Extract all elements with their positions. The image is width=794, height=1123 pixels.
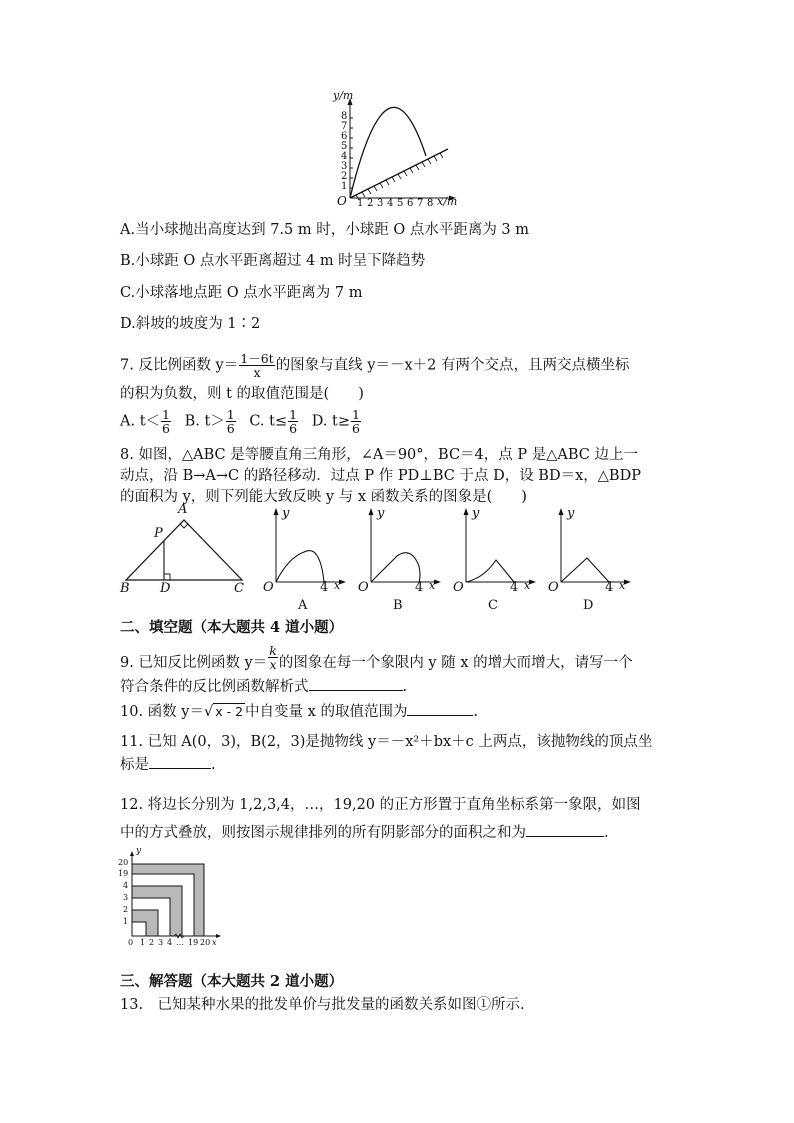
q12-line2 (120, 822, 609, 843)
q7-option-b (185, 408, 237, 435)
q8-line3: 的面积为 y，则下列能大致反映 y 与 x 函数关系的图象是( ) (120, 489, 527, 505)
y-tick: 1 (341, 181, 348, 192)
fig-squares (114, 846, 224, 954)
graph-origin: O (358, 580, 369, 595)
q10-pre: 10. 函数 y＝ (120, 704, 204, 720)
x-tick: 3 (158, 938, 164, 947)
q7-option-c (249, 408, 299, 435)
frac-num: 1 (162, 407, 170, 422)
answer-blank[interactable] (407, 701, 473, 716)
graph-four: 4 (605, 580, 614, 595)
frac-num: 1 (226, 407, 235, 422)
label-b: B (120, 581, 130, 596)
q9-fraction (268, 644, 278, 671)
x-tick: 0 (128, 938, 134, 947)
q9-pre: 9. 已知反比例函数 y＝ (120, 655, 268, 671)
x-tick: 6 (407, 198, 414, 209)
q7-frac-num: 1－6t (240, 351, 274, 366)
q6-option-a: A.当小球抛出高度达到 7.5 m 时，小球距 O 点水平距离为 3 m (120, 222, 530, 238)
y-tick: 6 (341, 131, 348, 142)
section-2-heading: 二、填空题（本大题共 4 道小题） (120, 619, 344, 636)
y-tick: 19 (118, 869, 129, 878)
x-tick: 4 (387, 198, 394, 209)
x-tick: … (176, 938, 184, 947)
q12-line1: 12. 将边长分别为 1,2,3,4，…，19,20 的正方形置于直角坐标系第一象限，如图 (120, 797, 641, 813)
graph-option-c (448, 506, 538, 616)
q8-line2: 动点，沿 B→A→C 的路径移动．过点 P 作 PD⊥BC 于点 D，设 BD＝x，△BDP (120, 468, 641, 484)
q7-option-label: B. t＞ (184, 413, 225, 430)
y-tick: 5 (341, 141, 348, 152)
y-tick: 20 (118, 858, 129, 867)
y-tick: 4 (123, 881, 129, 890)
answer-blank[interactable] (149, 754, 211, 769)
q7-option-a (120, 408, 172, 435)
fig-triangle (118, 504, 248, 596)
graph-x-label: x (524, 579, 531, 592)
y-tick: 2 (123, 905, 129, 914)
q10-sqrt: x - 2 (215, 704, 244, 719)
graph-y-label: y (377, 506, 385, 521)
x-tick: 7 (417, 198, 424, 209)
label-d: D (160, 581, 171, 596)
y-tick: 3 (123, 893, 129, 902)
y-label: y (136, 846, 142, 856)
graph-origin: O (453, 580, 464, 595)
fig-projectile (328, 89, 458, 216)
q10: 10. 函数 y＝√ x - 2 中自变量 x 的取值范围为 . (120, 701, 478, 722)
frac-den: x (269, 657, 277, 672)
y-tick: 2 (341, 171, 348, 182)
x-tick: 8 (427, 198, 434, 209)
answer-blank[interactable] (309, 676, 403, 691)
graph-origin: O (263, 580, 274, 595)
frac-num: k (269, 643, 277, 658)
graph-x-label: x (619, 579, 626, 592)
q11-line1: 11. 已知 A(0，3)，B(2，3)是抛物线 y＝－x²＋bx＋c 上两点，该抛物线的顶点坐 (120, 734, 653, 750)
answer-blank[interactable] (526, 822, 604, 837)
q6-option-c: C.小球落地点距 O 点水平距离为 7 m (120, 285, 363, 301)
graph-option-b (353, 506, 443, 616)
y-tick: 7 (341, 121, 348, 132)
graph-four: 4 (415, 580, 424, 595)
frac-num: 1 (352, 407, 360, 422)
graph-x-label: x (429, 579, 436, 592)
x-tick: 19 (188, 938, 199, 947)
label-a: A (178, 502, 188, 517)
y-tick: 4 (341, 151, 348, 162)
q9-line1 (120, 644, 633, 673)
frac-den: 6 (352, 421, 360, 436)
q11-end: . (211, 757, 216, 773)
q11-line2 (120, 754, 216, 775)
graph-four: 4 (510, 580, 519, 595)
graph-caption: D (583, 598, 594, 613)
graph-y-label: y (472, 506, 480, 521)
x-tick: 5 (397, 198, 404, 209)
q7-post: 的图象与直线 y＝－x＋2 有两个交点，且两交点横坐标 (275, 357, 630, 374)
q7-options (120, 408, 370, 435)
label-c: C (234, 581, 244, 596)
graph-y-label: y (567, 506, 575, 521)
q7-option-label: A. t＜ (120, 413, 161, 430)
graph-caption: A (298, 598, 308, 613)
q6-option-d: D.斜坡的坡度为 1∶2 (120, 316, 261, 332)
x-tick: 3 (377, 198, 384, 209)
x-tick: 2 (149, 938, 155, 947)
q10-post: 中自变量 x 的取值范围为 (245, 704, 408, 720)
y-axis-label: y/m (333, 89, 354, 102)
q9-line2-text: 符合条件的反比例函数解析式 (120, 679, 309, 695)
q7-option-label: C. t≤ (249, 413, 288, 430)
graph-caption: C (488, 598, 498, 613)
q7-line2: 的积为负数，则 t 的取值范围是( ) (120, 386, 364, 402)
x-label: x (212, 938, 217, 947)
q9-line2 (120, 676, 407, 697)
frac-den: 6 (162, 421, 170, 436)
x-tick: 20 (200, 938, 211, 947)
graph-four: 4 (320, 580, 329, 595)
q7-pre: 7. 反比例函数 y＝ (120, 357, 239, 374)
q9-end: . (402, 679, 408, 695)
graph-option-a (258, 506, 348, 616)
q7-frac-den: x (253, 365, 261, 380)
q7-fraction (239, 352, 274, 379)
q13: 13. 已知某种水果的批发单价与批发量的函数关系如图①所示. (120, 997, 525, 1013)
x-tick: 1 (140, 938, 146, 947)
graph-caption: B (393, 598, 403, 613)
q12-line2-text: 中的方式叠放，则按图示规律排列的所有阴影部分的面积之和为 (120, 825, 526, 841)
x-tick: 2 (367, 198, 374, 209)
graph-option-d (543, 506, 633, 616)
q12-end: . (604, 825, 609, 841)
graph-x-label: x (334, 579, 341, 592)
section-3-heading: 三、解答题（本大题共 2 道小题） (120, 973, 344, 990)
q8-line1: 8. 如图，△ABC 是等腰直角三角形，∠A＝90°，BC＝4，点 P 是△ABC 边上一 (120, 447, 638, 463)
graph-origin: O (548, 580, 559, 595)
q10-end: . (473, 704, 479, 720)
graph-y-label: y (282, 506, 290, 521)
q11-line2-text: 标是 (120, 757, 149, 773)
x-tick: 4 (167, 938, 173, 947)
q7-option-d (312, 408, 362, 435)
q7-option-label: D. t≥ (311, 413, 351, 430)
q7-line1 (120, 352, 630, 379)
frac-den: 6 (226, 421, 235, 436)
x-tick: 1 (357, 198, 364, 209)
q6-option-b: B.小球距 O 点水平距离超过 4 m 时呈下降趋势 (120, 253, 426, 269)
frac-den: 6 (289, 421, 298, 436)
q9-post: 的图象在每一个象限内 y 随 x 的增大而增大，请写一个 (278, 655, 633, 671)
y-tick: 8 (341, 111, 348, 122)
y-tick: 3 (341, 161, 348, 172)
label-p: P (154, 526, 163, 541)
frac-num: 1 (289, 407, 298, 422)
origin-label: O (337, 194, 347, 208)
x-axis-label: x/m (437, 195, 458, 208)
y-tick: 1 (123, 917, 129, 926)
